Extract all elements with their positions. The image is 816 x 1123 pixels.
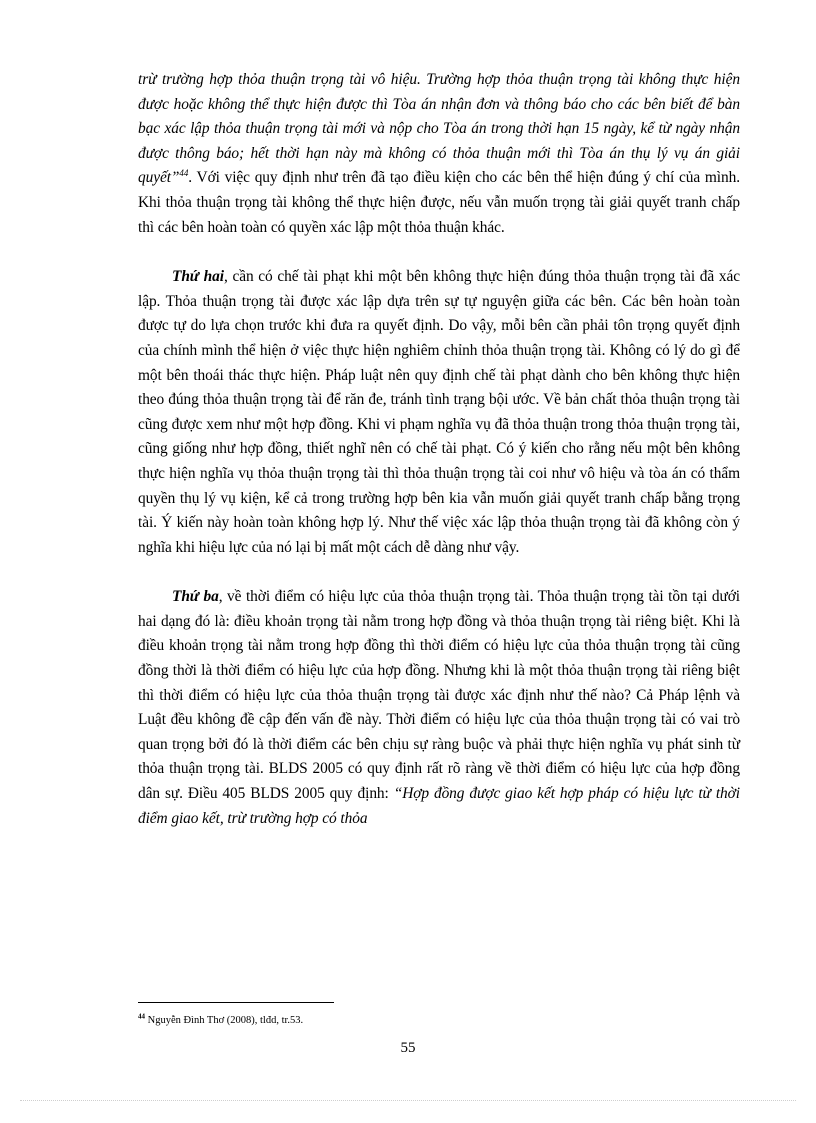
paragraph-text: , cần có chế tài phạt khi một bên không thực hiện đúng thỏa thuận trọng tài đã xác lập. Thỏa thuận trọng tài được xác lập dựa trên sự tự nguyện giữa các bên. Các bên hoàn toàn được tự do lựa chọn trước khi đưa ra quyết định. Do vậy, mỗi bên cần phải tôn trọng quyết định của chính mình thể hiện ở việc thực hiện nghiêm chỉnh thỏa thuận trọng tài. Không có lý do gì để một bên thoái thác thực hiện. Pháp luật nên quy định chế tài phạt dành cho bên không thực hiện theo đúng thỏa thuận trọng tài để răn đe, tránh tình trạng bội ước. Về bản chất thỏa thuận trọng tài cũng được xem như một hợp đồng. Khi vi phạm nghĩa vụ đã thỏa thuận trong thỏa thuận trọng tài, cũng giống như hợp đồng, thiết nghĩ nên có chế tài phạt. Có ý kiến cho rằng nếu một bên không thực hiện nghĩa vụ thỏa thuận trọng tài thì thỏa thuận trọng tài coi như vô hiệu và tòa án có thẩm quyền thụ lý vụ kiện, kể cả trong trường hợp bên kia vẫn muốn giải quyết tranh chấp bằng trọng tài. Ý kiến này hoàn toàn không hợp lý. Như thế việc xác lập thỏa thuận trọng tài đã không còn ý nghĩa khi hiệu lực của nó lại bị mất một cách dễ dàng như vậy.	[138, 268, 740, 556]
footnote	[138, 1014, 738, 1028]
body-text	[138, 68, 740, 831]
paragraph-text: , về thời điểm có hiệu lực của thỏa thuận trọng tài. Thỏa thuận trọng tài tồn tại dưới hai dạng đó là: điều khoản trọng tài nằm trong hợp đồng và thỏa thuận trọng tài riêng biệt. Khi là điều khoản trọng tài nằm trong hợp đồng thì thời điểm có hiệu lực của thỏa thuận trọng tài cũng đồng thời là thời điểm có hiệu lực của hợp đồng. Nhưng khi là một thỏa thuận trọng tài riêng biệt thì thời điểm có hiệu lực của thỏa thuận trọng tài được xác định như thế nào? Cả Pháp lệnh và Luật đều không đề cập đến vấn đề này. Thời điểm có hiệu lực của thỏa thuận trọng tài có vai trò quan trọng bởi đó là thời điểm các bên chịu sự ràng buộc và phải thực hiện nghĩa vụ phát sinh từ thỏa thuận trọng tài. BLDS 2005 có quy định rất rõ ràng về thời điểm có hiệu lực của hợp đồng dân sự. Điều 405 BLDS 2005 quy định:	[138, 588, 740, 803]
paragraph-lead: Thứ ba	[172, 588, 219, 606]
footnote-separator	[138, 1002, 334, 1003]
page-number: 55	[400, 1040, 416, 1056]
footnote-text: Nguyễn Đình Thơ (2008), tlđd, tr.53.	[145, 1015, 304, 1026]
footnote-number: 44	[138, 1012, 145, 1021]
paragraph-1	[138, 68, 740, 240]
paragraph-3	[138, 585, 740, 831]
paragraph-2	[138, 265, 740, 560]
footnote-reference[interactable]: 44	[179, 168, 189, 179]
quoted-text: “Hợp đồng được giao kết hợp pháp có hiệu lực từ thời điểm giao kết, trừ trường hợp có thỏa	[138, 785, 740, 827]
page-bottom-border	[20, 1100, 796, 1101]
paragraph-text: . Với việc quy định như trên đã tạo điều kiện cho các bên thể hiện đúng ý chí của mình. Khi thỏa thuận trọng tài không thể thực hiện được, nếu vẫn muốn trọng tài giải quyết tranh chấp thì các bên hoàn toàn có quyền xác lập một thỏa thuận khác.	[138, 169, 740, 236]
quoted-text: trừ trường hợp thỏa thuận trọng tài vô hiệu. Trường hợp thỏa thuận trọng tài không thực hiện được hoặc không thể thực hiện được thì Tòa án nhận đơn và thông báo cho các bên biết để bàn bạc xác lập thỏa thuận trọng tài mới và nộp cho Tòa án trong thời hạn 15 ngày, kể từ ngày nhận được thông báo; hết thời hạn này mà không có thỏa thuận mới thì Tòa án thụ lý vụ án giải quyết”	[138, 71, 740, 187]
paragraph-lead: Thứ hai	[172, 268, 224, 286]
